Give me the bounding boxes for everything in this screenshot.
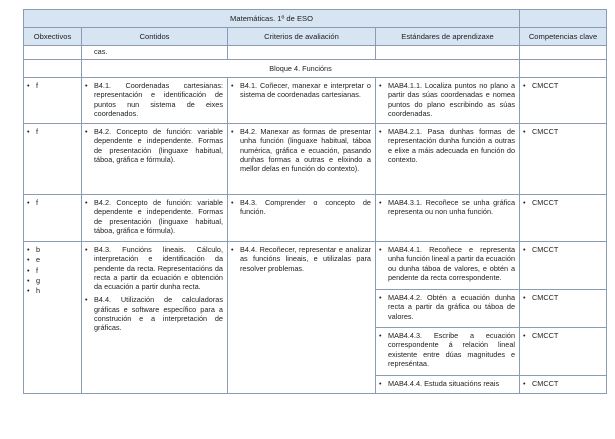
continuation-blank <box>520 46 607 60</box>
standards-cell <box>376 242 520 394</box>
standard-item: • MAB4.4.3. Escribe a ecuación correspondente á relación lineal existente entre dúas magnitudes e represéntaa. <box>379 331 515 368</box>
header-contents: Contidos <box>82 28 228 46</box>
competence-item: • CMCCT <box>523 198 602 207</box>
competence-block <box>520 242 606 290</box>
criteria-cell <box>228 78 376 124</box>
table-row <box>24 242 607 394</box>
objective-item: • b <box>27 245 77 254</box>
standard-item: • MAB4.4.2. Obtén a ecuación dunha recta a partir da gráfica ou táboa de valores. <box>379 293 515 321</box>
continuation-blank <box>376 46 520 60</box>
competence-block <box>520 376 606 393</box>
objective-item: • f <box>27 266 77 275</box>
standards-cell <box>376 124 520 195</box>
contents-cell <box>82 124 228 195</box>
block-blank <box>24 60 82 78</box>
table-row <box>24 78 607 124</box>
competences-cell <box>520 124 607 195</box>
table-row <box>24 124 607 195</box>
criterion-item: • B4.2. Manexar as formas de presentar unha función (linguaxe habitual, táboa numérica, gráfica e ecuación, pasando dunhas formas a outras e elixindo a mellor delas en función do contexto). <box>231 127 371 173</box>
objective-item: • h <box>27 286 77 295</box>
criteria-cell <box>228 195 376 242</box>
content-item: • B4.2. Concepto de función: variable dependente e independente. Formas de presentación (linguaxe habitual, táboa, gráfica e fórmula). <box>85 127 223 164</box>
competence-item: • CMCCT <box>523 81 602 90</box>
standard-item: • MAB4.1.1. Localiza puntos no plano a partir das súas coordenadas e nomea puntos do plano escribindo as súas coordenadas. <box>379 81 515 118</box>
continuation-blank <box>228 46 376 60</box>
competences-cell <box>520 195 607 242</box>
header-competences: Competencias clave <box>520 28 607 46</box>
header-standards: Estándares de aprendizaxe <box>376 28 520 46</box>
content-item: • B4.2. Concepto de función: variable dependente e independente. Formas de presentación (linguaxe habitual, táboa, gráfica e fórmula). <box>85 198 223 235</box>
criteria-cell <box>228 242 376 394</box>
table-title-blank <box>520 10 607 28</box>
objectives-cell <box>24 78 82 124</box>
standard-block <box>376 242 519 290</box>
standard-block <box>376 290 519 328</box>
criterion-item: • B4.1. Coñecer, manexar e interpretar o sistema de coordenadas cartesianas. <box>231 81 371 100</box>
standard-item: • MAB4.2.1. Pasa dunhas formas de representación dunha función a outras e elixe a máis adecuada en función do contexto. <box>379 127 515 164</box>
objective-item: • f <box>27 198 77 207</box>
competence-item: • CMCCT <box>523 331 602 340</box>
competence-item: • CMCCT <box>523 379 602 388</box>
block-blank <box>520 60 607 78</box>
competence-item: • CMCCT <box>523 127 602 136</box>
contents-cell <box>82 195 228 242</box>
curriculum-table <box>23 9 607 394</box>
competence-item: • CMCCT <box>523 245 602 254</box>
standard-block <box>376 328 519 376</box>
competence-block <box>520 328 606 376</box>
standards-cell <box>376 78 520 124</box>
objectives-cell <box>24 124 82 195</box>
objectives-cell <box>24 242 82 394</box>
block-title: Bloque 4. Funcións <box>82 60 520 78</box>
header-criteria: Criterios de avaliación <box>228 28 376 46</box>
competences-cell <box>520 78 607 124</box>
content-item: • B4.4. Utilización de calculadoras gráficas e software específico para a construción e a interpretación de gráficas. <box>85 295 223 332</box>
criteria-cell <box>228 124 376 195</box>
standard-item: • MAB4.4.1. Recoñece e representa unha función lineal a partir da ecuación ou dunha táboa de valores, e obtén a pendente da recta correspondente. <box>379 245 515 282</box>
objectives-cell <box>24 195 82 242</box>
continuation-cell <box>82 46 228 60</box>
competence-block <box>520 290 606 328</box>
table-title: Matemáticas. 1º de ESO <box>24 10 520 28</box>
table-row <box>24 195 607 242</box>
header-objectives: Obxectivos <box>24 28 82 46</box>
competence-item: • CMCCT <box>523 293 602 302</box>
objective-item: • e <box>27 255 77 264</box>
competences-cell <box>520 242 607 394</box>
standard-item: • MAB4.3.1. Recoñece se unha gráfica representa ou non unha función. <box>379 198 515 217</box>
criterion-item: • B4.3. Comprender o concepto de función. <box>231 198 371 217</box>
criterion-item: • B4.4. Recoñecer, representar e analizar as funcións lineais, e utilizalas para resolver problemas. <box>231 245 371 273</box>
content-item: • B4.1. Coordenadas cartesianas: representación e identificación de puntos nun sistema de eixes coordenados. <box>85 81 223 118</box>
objective-item: • g <box>27 276 77 285</box>
standards-cell <box>376 195 520 242</box>
continuation-blank <box>24 46 82 60</box>
contents-cell <box>82 78 228 124</box>
objective-item: • f <box>27 81 77 90</box>
continuation-text: cas. <box>94 47 108 56</box>
standard-block <box>376 376 519 393</box>
standard-item: • MAB4.4.4. Estuda situacións reais <box>379 379 515 388</box>
contents-cell <box>82 242 228 394</box>
content-item: • B4.3. Funcións lineais. Cálculo, interpretación e identificación da pendente da recta. Representacións da recta a partir da ecuación e obtención da ecuación a partir dunha recta. <box>85 245 223 291</box>
objective-item: • f <box>27 127 77 136</box>
